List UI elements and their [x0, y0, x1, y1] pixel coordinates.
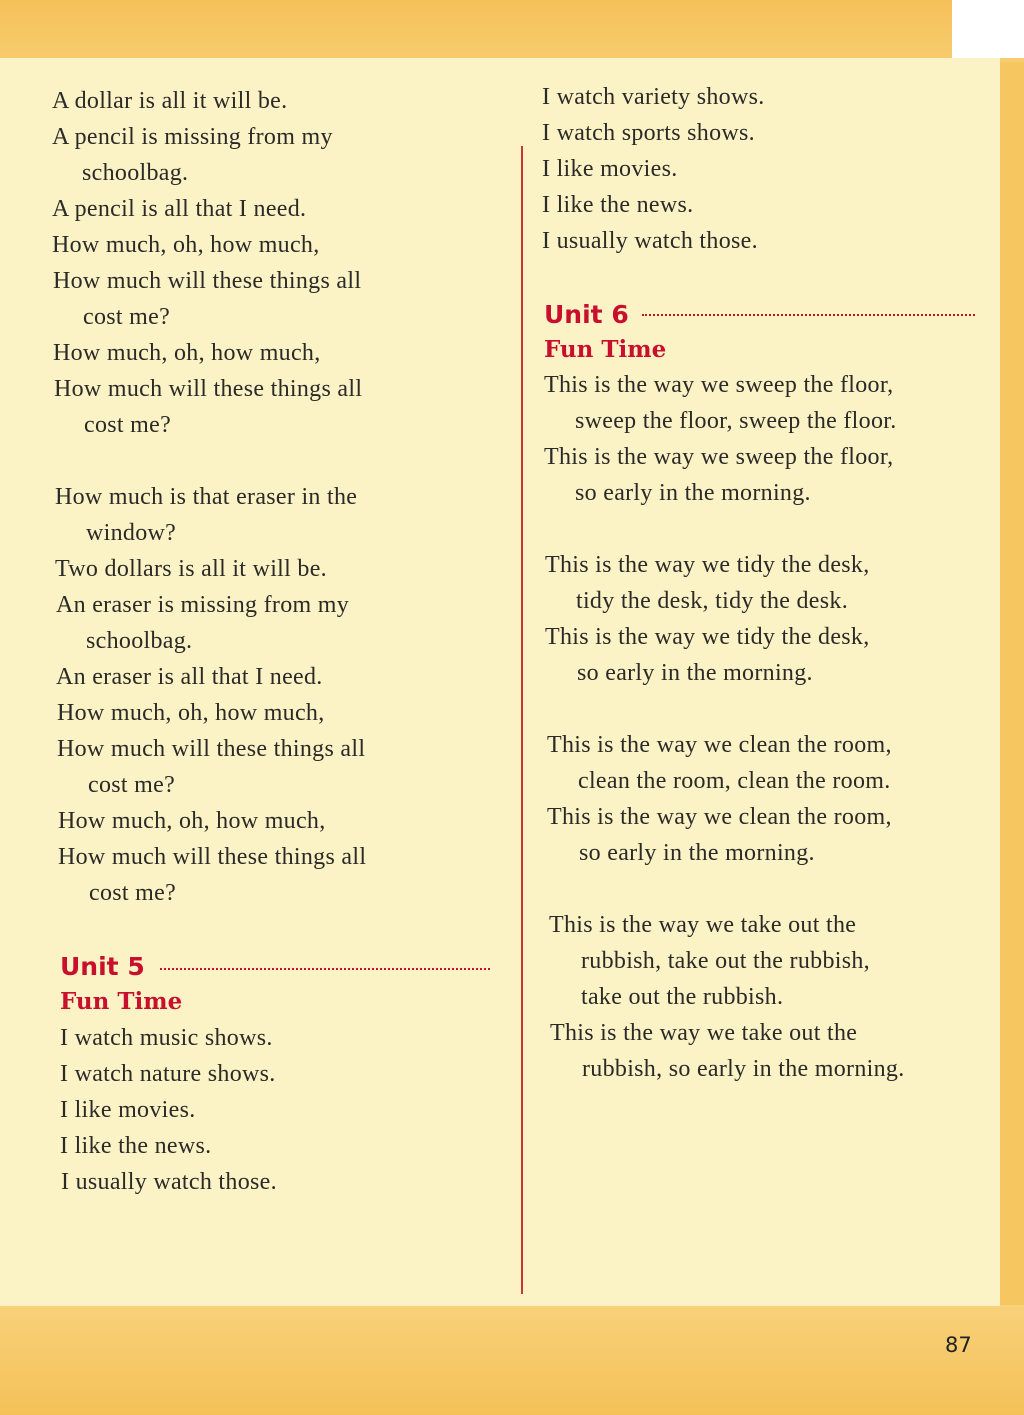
text-line: I like the news. — [60, 1133, 212, 1159]
text-line: How much will these things all — [57, 736, 366, 762]
text-line: sweep the floor, sweep the floor. — [575, 408, 897, 434]
text-line: This is the way we sweep the floor, — [544, 372, 894, 398]
text-line: I usually watch those. — [542, 228, 758, 254]
text-line: How much will these things all — [58, 844, 367, 870]
text-line: I like movies. — [542, 156, 678, 182]
text-line: so early in the morning. — [577, 660, 813, 686]
text-line: schoolbag. — [82, 160, 189, 186]
scan-corner — [952, 0, 1024, 58]
text-line: I watch music shows. — [60, 1025, 273, 1051]
text-line: window? — [86, 520, 177, 546]
fun-time-heading: Fun Time — [544, 336, 667, 363]
text-line: I watch variety shows. — [542, 84, 765, 110]
page-paper — [0, 58, 1000, 1306]
text-line: cost me? — [88, 772, 176, 798]
heading-dotted-rule — [642, 314, 975, 316]
text-line: take out the rubbish. — [581, 984, 784, 1010]
text-line: rubbish, so early in the morning. — [582, 1056, 905, 1082]
text-line: cost me? — [89, 880, 177, 906]
text-line: I watch sports shows. — [542, 120, 755, 146]
text-line: I watch nature shows. — [60, 1061, 276, 1087]
text-line: How much, oh, how much, — [52, 232, 320, 258]
text-line: I usually watch those. — [61, 1169, 277, 1195]
text-line: How much will these things all — [54, 376, 363, 402]
column-divider — [521, 146, 523, 1294]
text-line: An eraser is all that I need. — [56, 664, 323, 690]
text-line: Two dollars is all it will be. — [55, 556, 327, 582]
page-number: 87 — [945, 1333, 972, 1357]
text-line: schoolbag. — [86, 628, 193, 654]
bottom-border — [0, 1305, 1024, 1415]
text-line: How much, oh, how much, — [58, 808, 326, 834]
text-line: clean the room, clean the room. — [578, 768, 891, 794]
text-line: This is the way we take out the — [550, 1020, 858, 1046]
text-line: I like movies. — [60, 1097, 196, 1123]
unit-6-heading: Unit 6 — [544, 300, 629, 329]
fun-time-heading: Fun Time — [60, 988, 183, 1015]
unit-5-heading: Unit 5 — [60, 952, 145, 981]
text-line: tidy the desk, tidy the desk. — [576, 588, 848, 614]
text-line: This is the way we clean the room, — [547, 804, 892, 830]
text-line: A pencil is all that I need. — [52, 196, 307, 222]
heading-dotted-rule — [160, 968, 490, 970]
top-border — [0, 0, 1024, 62]
text-line: A dollar is all it will be. — [52, 88, 288, 114]
text-line: cost me? — [84, 412, 172, 438]
text-line: rubbish, take out the rubbish, — [581, 948, 870, 974]
text-line: An eraser is missing from my — [56, 592, 350, 618]
text-line: This is the way we clean the room, — [547, 732, 892, 758]
text-line: How much, oh, how much, — [57, 700, 325, 726]
text-line: How much will these things all — [53, 268, 362, 294]
text-line: How much is that eraser in the — [55, 484, 358, 510]
text-line: so early in the morning. — [575, 480, 811, 506]
text-line: I like the news. — [542, 192, 694, 218]
text-line: A pencil is missing from my — [52, 124, 333, 150]
text-line: This is the way we sweep the floor, — [544, 444, 894, 470]
text-line: so early in the morning. — [579, 840, 815, 866]
text-line: cost me? — [83, 304, 171, 330]
text-line: This is the way we tidy the desk, — [545, 552, 870, 578]
text-line: This is the way we tidy the desk, — [545, 624, 870, 650]
text-line: How much, oh, how much, — [53, 340, 321, 366]
text-line: This is the way we take out the — [549, 912, 857, 938]
